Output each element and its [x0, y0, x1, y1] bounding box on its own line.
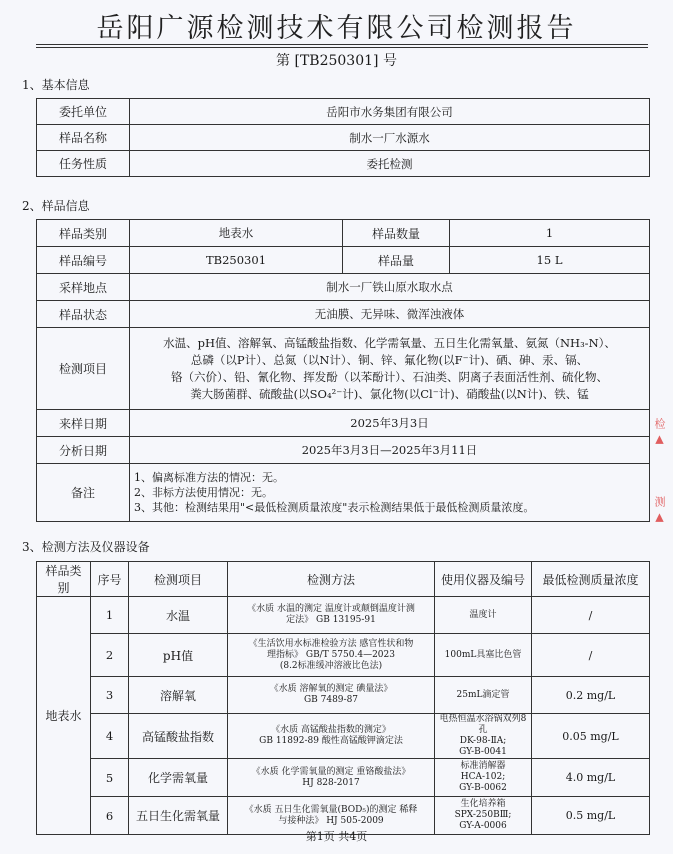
page-footer: 第1页 共4页 [305, 830, 368, 843]
row-item: 高锰酸盐指数 [129, 714, 228, 759]
sample-code-label: 样品编号 [37, 247, 130, 274]
page-title: 岳阳广源检测技术有限公司检测报告 [96, 13, 577, 44]
row-item: pH值 [129, 634, 228, 677]
col-header: 使用仪器及编号 [435, 562, 532, 597]
row-limit: 0.2 mg/L [532, 677, 650, 714]
row-method: 《水质 五日生化需氧量(BOD₅)的测定 稀释 与接种法》 HJ 505-2009 [228, 797, 435, 835]
amount-label: 样品量 [343, 247, 450, 274]
table-row [37, 759, 650, 797]
method-category: 地表水 [37, 597, 91, 835]
row-no: 2 [91, 634, 129, 677]
quantity-label: 样品数量 [343, 220, 450, 247]
row-instrument: 电热恒温水浴锅双列8孔 DK-98-ⅡA; GY-B-0041 [435, 714, 532, 759]
row-instrument: 标准消解器 HCA-102; GY-B-0062 [435, 759, 532, 797]
row-no: 6 [91, 797, 129, 835]
row-no: 3 [91, 677, 129, 714]
task-nature-value: 委托检测 [130, 151, 650, 177]
row-method: 《水质 溶解氧的测定 碘量法》 GB 7489-87 [228, 677, 435, 714]
col-header: 检测项目 [129, 562, 228, 597]
items-line: 铬（六价）、铅、氰化物、挥发酚（以苯酚计）、石油类、阴离子表面活性剂、硫化物、 [171, 369, 608, 384]
items-line: 水温、pH值、溶解氧、高锰酸盐指数、化学需氧量、五日生化需氧量、氨氮（NH₃-N）、 [163, 335, 616, 350]
remark-label: 备注 [37, 464, 130, 522]
analysis-value: 2025年3月3日—2025年3月11日 [130, 437, 650, 464]
task-nature-label: 任务性质 [37, 151, 130, 177]
row-item: 五日生化需氧量 [129, 797, 228, 835]
items-label: 检测项目 [37, 328, 130, 410]
title-divider [36, 44, 648, 45]
row-limit: 0.05 mg/L [532, 714, 650, 759]
row-method: 《水质 高锰酸盐指数的测定》 GB 11892-89 酸性高锰酸钾滴定法 [228, 714, 435, 759]
seal-stamp-mark: 检 ▲ [653, 418, 666, 446]
row-item: 溶解氧 [129, 677, 228, 714]
table-row [37, 677, 650, 714]
row-no: 5 [91, 759, 129, 797]
remark-line: 3、其他：检测结果用"<最低检测质量浓度"表示检测结果低于最低检测质量浓度。 [134, 501, 535, 514]
items-line: 粪大肠菌群、硫酸盐(以SO₄²⁻计)、氯化物(以Cl⁻计)、硝酸盐(以N计)、铁、锰 [190, 386, 589, 401]
analysis-label: 分析日期 [37, 437, 130, 464]
client-value: 岳阳市水务集团有限公司 [130, 99, 650, 125]
site-value: 制水一厂铁山原水取水点 [130, 274, 650, 301]
col-header: 检测方法 [228, 562, 435, 597]
client-label: 委托单位 [37, 99, 130, 125]
col-header: 序号 [91, 562, 129, 597]
sample-code-value: TB250301 [130, 247, 343, 274]
items-line: 总磷（以P计）、总氮（以N计）、铜、锌、氟化物(以F⁻计)、硒、砷、汞、镉、 [190, 352, 589, 367]
section-method-heading: 3、检测方法及仪器设备 [22, 540, 150, 554]
category-label: 样品类别 [37, 220, 130, 247]
row-item: 化学需氧量 [129, 759, 228, 797]
table-row [37, 714, 650, 759]
row-limit: / [532, 597, 650, 634]
row-limit: / [532, 634, 650, 677]
seal-stamp-mark-2: 测 ▲ [653, 496, 666, 524]
sample-name-label: 样品名称 [37, 125, 130, 151]
row-limit: 0.5 mg/L [532, 797, 650, 835]
remark-line: 1、偏离标准方法的情况：无。 [134, 471, 284, 484]
section-sample-heading: 2、样品信息 [22, 199, 90, 213]
section-basic-heading: 1、基本信息 [22, 78, 90, 92]
row-method: 《水质 水温的测定 温度计或颠倒温度计测 定法》 GB 13195-91 [228, 597, 435, 634]
report-number: 第 [TB250301] 号 [276, 53, 397, 69]
row-item: 水温 [129, 597, 228, 634]
amount-value: 15 L [450, 247, 650, 274]
state-value: 无油膜、无异味、微浑浊液体 [130, 301, 650, 328]
row-instrument: 25mL滴定管 [435, 677, 532, 714]
site-label: 采样地点 [37, 274, 130, 301]
sample-info-table [36, 219, 650, 522]
title-divider-2 [36, 47, 648, 48]
col-header: 样品类别 [37, 562, 91, 597]
col-header: 最低检测质量浓度 [532, 562, 650, 597]
state-label: 样品状态 [37, 301, 130, 328]
row-method: 《水质 化学需氧量的测定 重铬酸盐法》 HJ 828-2017 [228, 759, 435, 797]
remark-line: 2、非标方法使用情况：无。 [134, 486, 273, 499]
remarks [130, 464, 650, 522]
sample-name-value: 制水一厂水源水 [130, 125, 650, 151]
row-method: 《生活饮用水标准检验方法 感官性状和物 理指标》 GB/T 5750.4—2023 (8.2标准缓冲溶液比色法) [228, 634, 435, 677]
row-instrument: 100mL具塞比色管 [435, 634, 532, 677]
basic-info-table [36, 98, 650, 177]
row-instrument: 生化培养箱 SPX-250BⅢ; GY-A-0006 [435, 797, 532, 835]
received-label: 来样日期 [37, 410, 130, 437]
quantity-value: 1 [450, 220, 650, 247]
test-items [130, 328, 650, 410]
category-value: 地表水 [130, 220, 343, 247]
table-row [37, 597, 650, 634]
received-value: 2025年3月3日 [130, 410, 650, 437]
row-instrument: 温度计 [435, 597, 532, 634]
row-no: 1 [91, 597, 129, 634]
method-table [36, 561, 650, 835]
row-no: 4 [91, 714, 129, 759]
row-limit: 4.0 mg/L [532, 759, 650, 797]
table-row [37, 634, 650, 677]
